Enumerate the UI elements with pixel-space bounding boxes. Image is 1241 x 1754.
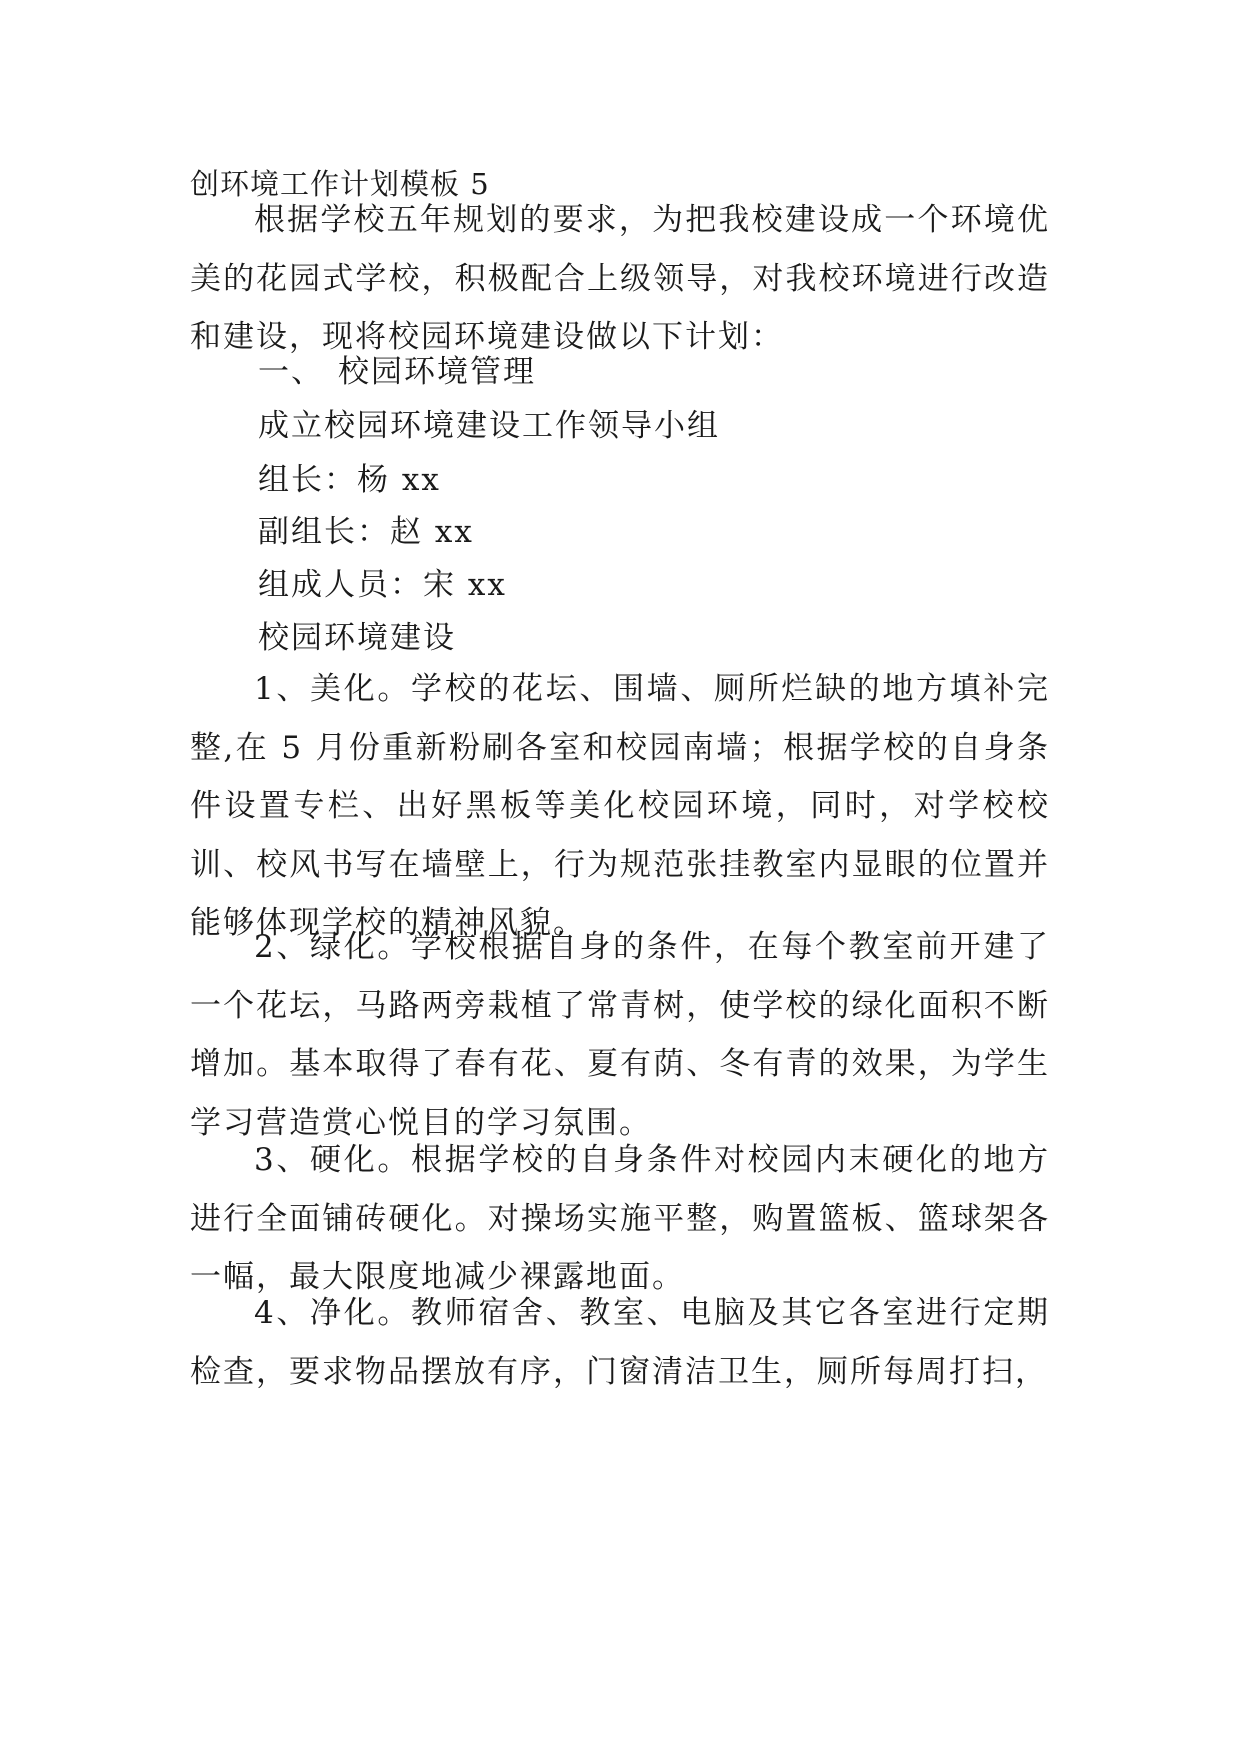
item-beautify-paragraph: 1、美化。学校的花坛、围墙、厕所烂缺的地方填补完整,在 5 月份重新粉刷各室和校园南墙；根据学校的自身条件设置专栏、出好黑板等美化校园环境，同时，对学校校训、校风书写在墙壁上，行为规范张挂教室内显眼的位置并能够体现学校的精神风貌。: [190, 671, 1050, 941]
members-line: 组成人员：宋 xx: [258, 567, 507, 603]
leadership-group-line: 成立校园环境建设工作领导小组: [258, 408, 720, 444]
intro-paragraph: 根据学校五年规划的要求，为把我校建设成一个环境优美的花园式学校，积极配合上级领导，对我校环境进行改造和建设，现将校园环境建设做以下计划：: [190, 202, 1050, 355]
construction-heading: 校园环境建设: [258, 620, 456, 656]
section-number: 一、: [258, 354, 324, 390]
item-cleaning-paragraph: 4、净化。教师宿舍、教室、电脑及其它各室进行定期检查，要求物品摆放有序，门窗清洁卫生，厕所每周打扫，: [190, 1295, 1050, 1390]
item-greening-paragraph: 2、绿化。学校根据自身的条件，在每个教室前开建了一个花坛，马路两旁栽植了常青树，使学校的绿化面积不断增加。基本取得了春有花、夏有荫、冬有青的效果，为学生学习营造赏心悦目的学习氛围。: [190, 929, 1050, 1141]
section-title: 校园环境管理: [338, 354, 536, 390]
section-heading: [258, 352, 536, 392]
item-hardening-paragraph: 3、硬化。根据学校的自身条件对校园内末硬化的地方进行全面铺砖硬化。对操场实施平整，购置篮板、篮球架各一幅，最大限度地减少裸露地面。: [190, 1142, 1050, 1295]
leader-line: 组长：杨 xx: [258, 462, 441, 498]
deputy-leader-line: 副组长：赵 xx: [258, 514, 474, 550]
document-title: 创环境工作计划模板 5: [190, 167, 490, 201]
